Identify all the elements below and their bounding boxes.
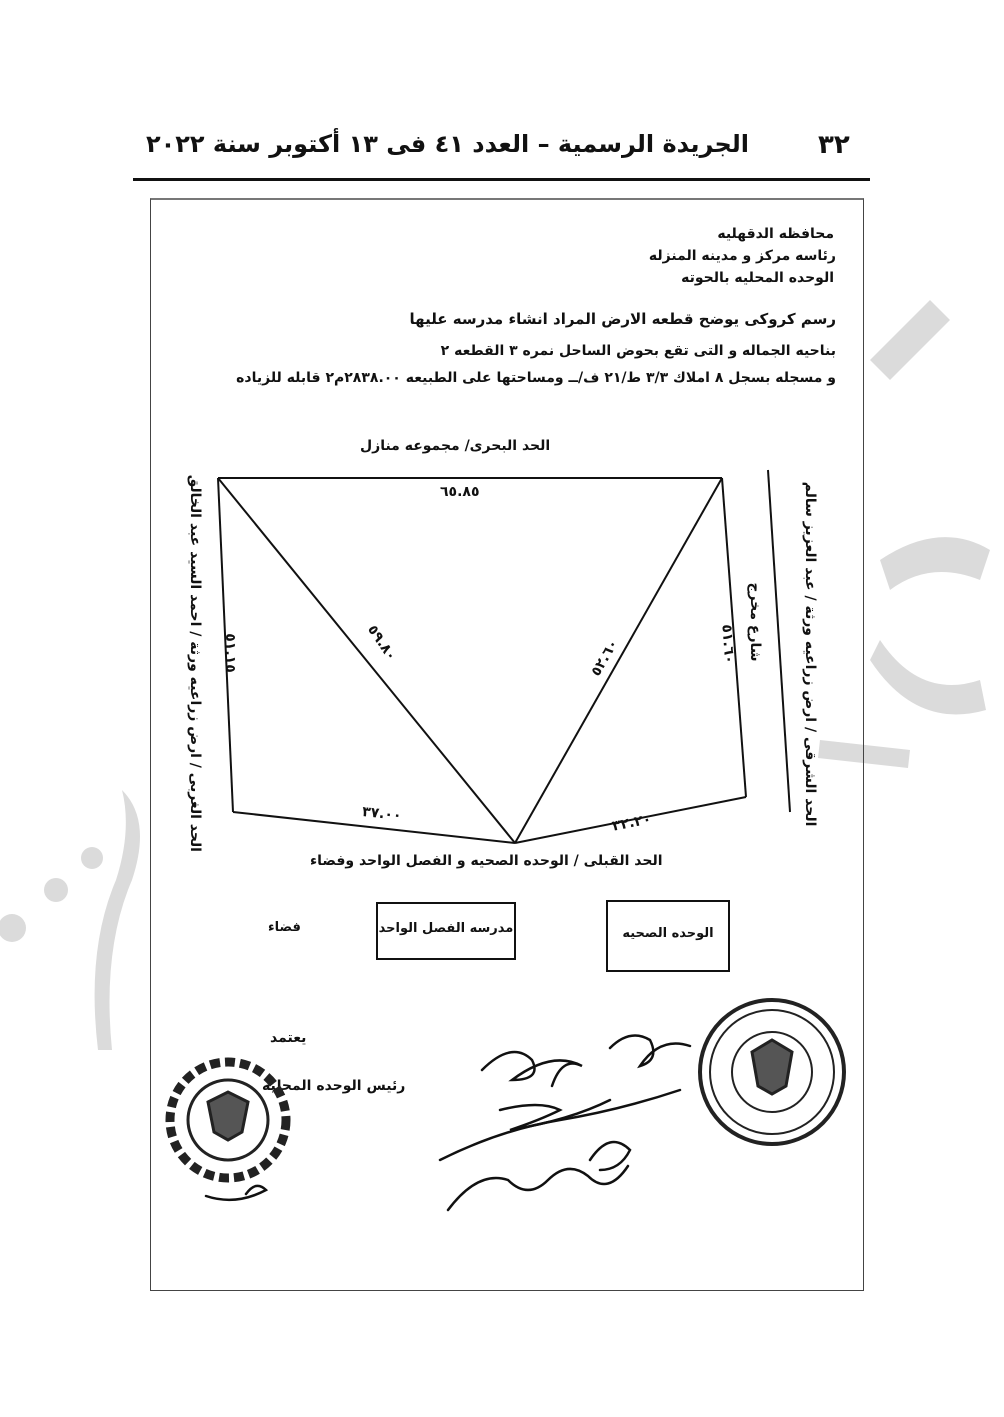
east-street-label: شارع مخرج	[747, 582, 763, 662]
running-header: الجريدة الرسمية – العدد ٤١ فى ١٣ أكتوبر سنة ٢٠٢٢	[145, 130, 749, 158]
school-box: مدرسه الفصل الواحد	[376, 902, 516, 960]
location-line: بناحيه الجماله و التى تقع بحوض الساحل نمره ٣ القطعه ٢	[440, 343, 836, 359]
document-title: رسم كروكى يوضح قطعه الارض المراد انشاء مدرسه عليها	[409, 310, 836, 328]
dimension-bottom-right: ٣٢.٢٠	[610, 811, 653, 835]
south-boundary-label: الحد القبلى / الوحده الصحيه و الفصل الواحد وفضاء	[310, 853, 663, 869]
east-boundary-label: الحد الشرقى / ارض زراعيه ورثة / عبد العزيز سالم	[802, 481, 818, 827]
authority-line-city-council: رئاسه مركز و مدينه المنزله	[648, 248, 836, 264]
dimension-top: ٦٥.٨٥	[440, 484, 480, 500]
dimension-bottom-left: ٣٧.٠٠	[361, 803, 403, 825]
left-seal-stamp	[170, 1062, 286, 1178]
dimension-diagonal-left: ٥٩.٨٠	[364, 622, 400, 664]
signatory-title: رئيس الوحده المحليه	[262, 1078, 406, 1094]
dimension-diagonal-right: ٥٢.٦٠	[587, 636, 622, 680]
authority-line-local-unit: الوحده المحليه بالحوته	[681, 270, 834, 286]
authority-line-governorate: محافظه الدقهليه	[717, 226, 834, 242]
vacant-land-label: فضاء	[268, 920, 301, 935]
health-unit-box: الوحده الصحيه	[606, 900, 730, 972]
registry-line: و مسجله بسجل ٨ املاك ٣/٣ ط/٢١ ف/ــ ومساحتها على الطبيعه ٢٨٣٨.٠٠م٢ قابله للزياده	[236, 370, 836, 386]
page-number: ٣٢	[818, 130, 850, 160]
north-boundary-label: الحد البحرى/ مجموعه منازل	[360, 438, 551, 454]
approved-label: يعتمد	[270, 1030, 307, 1046]
dimension-left-side: ٥١.١٥	[221, 633, 238, 673]
right-seal-stamp	[700, 1000, 844, 1144]
dimension-right-side: ٥١.٦٠	[718, 623, 738, 665]
west-boundary-label: الحد الغربى / ارض زراعيه ورثة / احمد السيد عبد الخالق	[187, 474, 203, 852]
handwritten-signatures	[206, 1036, 690, 1211]
